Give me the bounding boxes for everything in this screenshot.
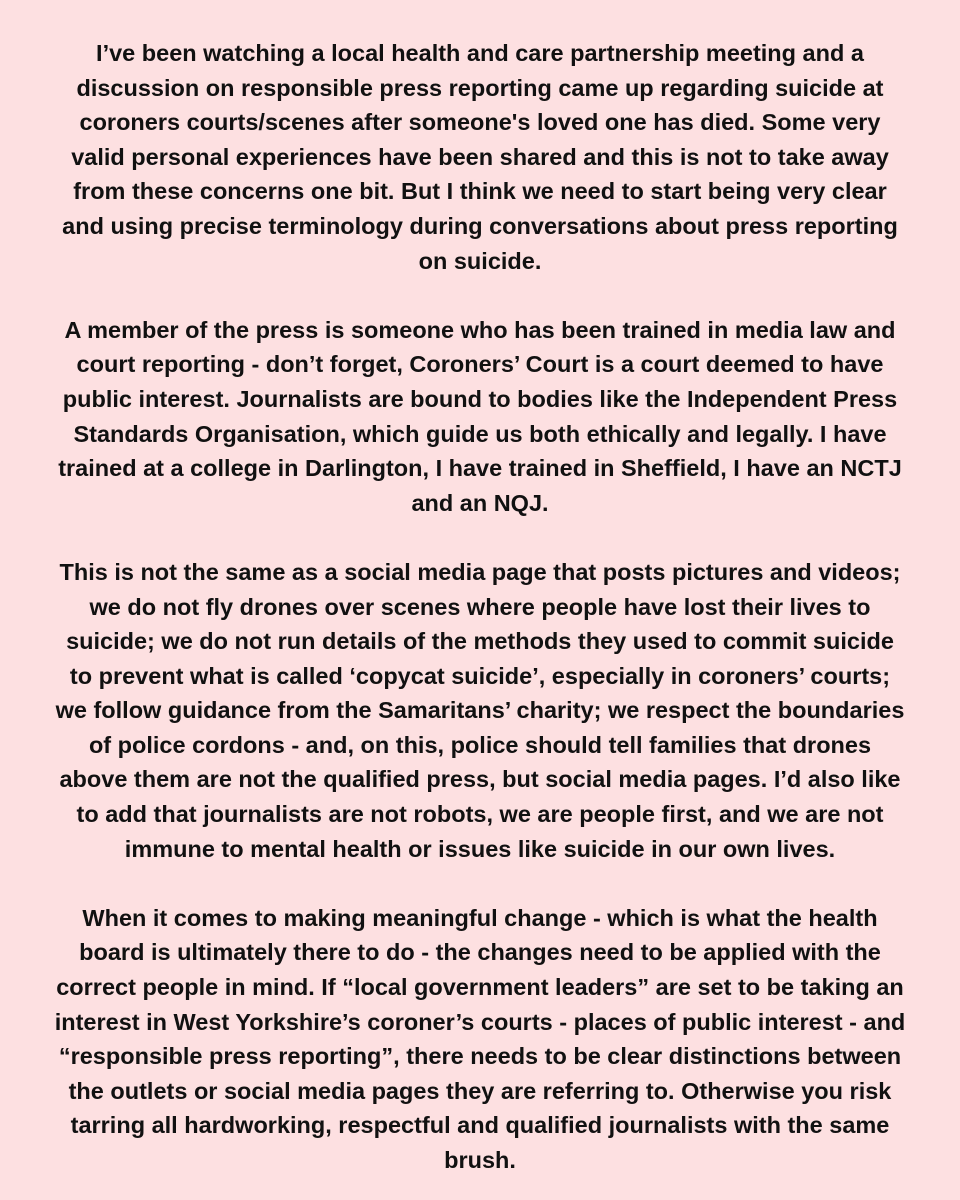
paragraph-2 (28, 313, 932, 521)
text-line: tarring all hardworking, respectful and qualified journalists with the same (70, 1112, 890, 1139)
text-line: from these concerns one bit. But I think we need to start being very clear (73, 178, 887, 205)
text-line: coroners courts/scenes after someone's loved one has died. Some very (79, 109, 881, 136)
text-line: and an NQJ. (411, 489, 549, 516)
text-line: we do not fly drones over scenes where people have lost their lives to (89, 593, 871, 620)
text-line: When it comes to making meaningful change - which is what the health (82, 904, 878, 931)
paragraph-3 (28, 555, 932, 866)
text-line: of police cordons - and, on this, police should tell families that drones (88, 731, 872, 758)
paragraph-1 (28, 36, 932, 278)
text-line: suicide; we do not run details of the methods they used to commit suicide (66, 628, 894, 655)
text-line: correct people in mind. If “local government leaders” are set to be taking an (56, 974, 904, 1001)
text-line: we follow guidance from the Samaritans’ charity; we respect the boundaries (55, 697, 905, 724)
paragraph-4 (28, 901, 932, 1178)
text-line: A member of the press is someone who has been trained in media law and (64, 316, 896, 343)
text-line: interest in West Yorkshire’s coroner’s courts - places of public interest - and (54, 1008, 906, 1035)
text-line: board is ultimately there to do - the changes need to be applied with the (79, 939, 881, 966)
text-line: to prevent what is called ‘copycat suicide’, especially in coroners’ courts; (69, 662, 891, 689)
text-line: This is not the same as a social media page that posts pictures and videos; (59, 558, 901, 585)
text-line: above them are not the qualified press, but social media pages. I’d also like (59, 766, 901, 793)
text-line: and using precise terminology during conversations about press reporting (62, 212, 898, 239)
text-line: discussion on responsible press reporting came up regarding suicide at (76, 74, 884, 101)
text-line: on suicide. (418, 247, 542, 274)
text-line: immune to mental health or issues like suicide in our own lives. (124, 835, 836, 862)
text-line: I’ve been watching a local health and care partnership meeting and a (96, 40, 864, 66)
text-line: court reporting - don’t forget, Coroners’ Court is a court deemed to have (76, 351, 884, 378)
text-line: Standards Organisation, which guide us both ethically and legally. I have (73, 420, 887, 447)
text-line: “responsible press reporting”, there needs to be clear distinctions between (58, 1043, 902, 1070)
text-line: valid personal experiences have been shared and this is not to take away (71, 143, 889, 170)
text-line: the outlets or social media pages they are referring to. Otherwise you risk (68, 1077, 892, 1104)
text-line: public interest. Journalists are bound to bodies like the Independent Press (62, 385, 898, 412)
text-line: trained at a college in Darlington, I have trained in Sheffield, I have an NCTJ (58, 455, 902, 482)
text-line: to add that journalists are not robots, we are people first, and we are not (76, 801, 884, 828)
text-line: brush. (444, 1147, 516, 1173)
